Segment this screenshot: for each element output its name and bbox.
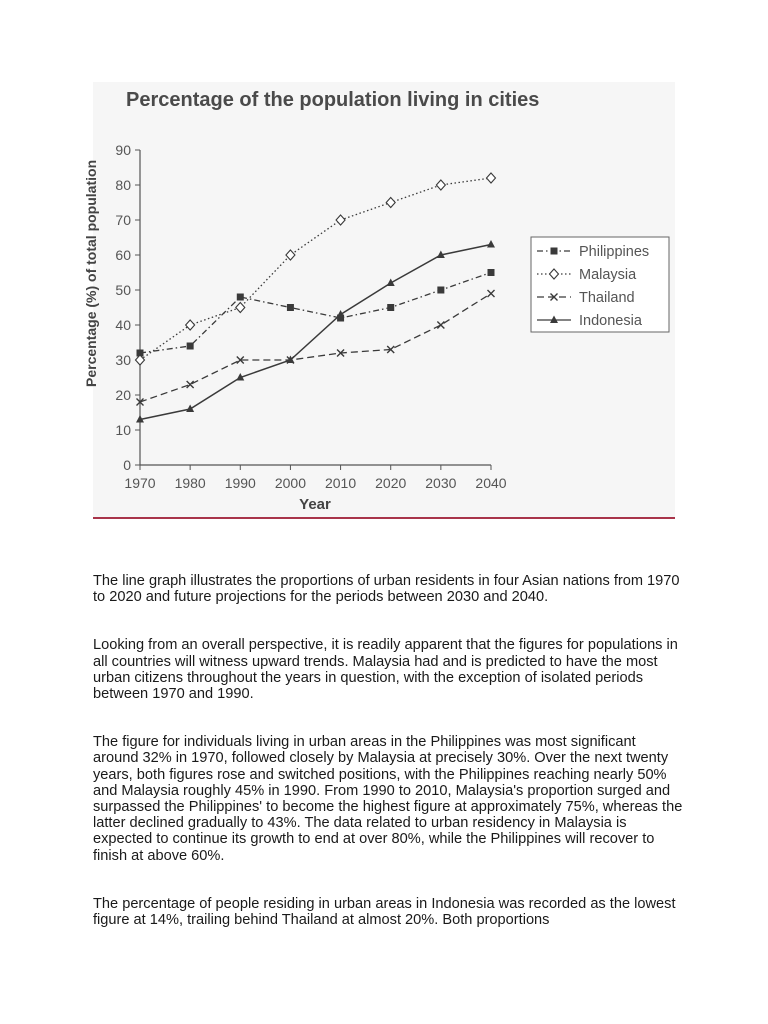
y-tick-label: 50 <box>115 282 131 298</box>
y-tick-label: 30 <box>115 352 131 368</box>
x-tick-label: 2040 <box>475 475 507 491</box>
series-philippines <box>137 269 495 357</box>
data-point-indonesia <box>186 405 194 413</box>
article-body <box>93 573 683 960</box>
series-line-indonesia <box>140 245 491 420</box>
chart-legend <box>531 237 669 332</box>
data-point-malaysia <box>487 173 496 183</box>
data-point-indonesia <box>337 310 345 318</box>
chart-axes <box>115 142 506 491</box>
data-point-philippines <box>437 287 444 294</box>
article-paragraph-detail-1: The figure for individuals living in urban areas in the Philippines was most significant around 32% in 1970, followed closely by Malaysia at precisely 30%. Over the next twenty years, both figures rose and switched positions, with the Philippines reaching nearly 50% and Malaysia roughly 45% in 1990. From 1990 to 2010, Malaysia's proportion surged and surpassed the Philippines' to become the highest figure at approximately 75%, whereas the latter declined gradually to 43%. The data related to urban residency in Malaysia is expected to continue its growth to end at over 80%, while the Philippines will recover to finish at above 60%. <box>93 734 683 864</box>
x-tick-label: 2020 <box>375 475 407 491</box>
series-malaysia <box>136 173 496 365</box>
data-point-thailand <box>488 290 495 297</box>
data-point-malaysia <box>236 303 245 313</box>
data-point-malaysia <box>286 250 295 260</box>
series-line-philippines <box>140 273 491 354</box>
data-point-malaysia <box>186 320 195 330</box>
x-tick-label: 2030 <box>425 475 457 491</box>
x-axis-label: Year <box>299 496 331 513</box>
y-tick-label: 10 <box>115 422 131 438</box>
data-point-philippines <box>287 304 294 311</box>
line-chart <box>83 82 675 518</box>
data-point-malaysia <box>436 180 445 190</box>
y-axis-label: Percentage (%) of total population <box>83 159 99 387</box>
chart-series-lines <box>136 173 496 423</box>
x-tick-label: 2000 <box>274 475 307 491</box>
x-tick-label: 1980 <box>174 475 206 491</box>
x-tick-label: 2010 <box>324 475 357 491</box>
series-line-malaysia <box>140 178 491 360</box>
data-point-philippines <box>488 269 495 276</box>
y-tick-label: 90 <box>115 142 131 158</box>
chart-title: Percentage of the population living in cities <box>126 89 540 111</box>
line-chart-figure <box>83 82 675 518</box>
data-point-philippines <box>237 294 244 301</box>
legend-label-indonesia: Indonesia <box>579 313 642 329</box>
y-tick-label: 0 <box>123 457 131 473</box>
legend-label-thailand: Thailand <box>579 290 635 306</box>
data-point-indonesia <box>487 240 495 248</box>
data-point-malaysia <box>336 215 345 225</box>
data-point-thailand <box>437 322 444 329</box>
data-point-philippines <box>387 304 394 311</box>
series-indonesia <box>136 240 495 423</box>
legend-label-philippines: Philippines <box>579 244 650 260</box>
y-tick-label: 70 <box>115 212 131 228</box>
y-tick-label: 40 <box>115 317 131 333</box>
x-tick-label: 1990 <box>224 475 256 491</box>
y-tick-label: 20 <box>115 387 131 403</box>
data-point-malaysia <box>386 198 395 208</box>
x-tick-label: 1970 <box>124 475 156 491</box>
legend-marker-philippines <box>551 248 558 255</box>
article-paragraph-overview: Looking from an overall perspective, it is readily apparent that the figures for populations in all countries will witness upward trends. Malaysia had and is predicted to have the most urban citizens throughout the years in question, with the exception of isolated periods between 1970 and 1990. <box>93 637 678 703</box>
article-paragraph-detail-2: The percentage of people residing in urban areas in Indonesia was recorded as the lowest figure at 14%, trailing behind Thailand at almost 20%. Both proportions <box>93 895 676 929</box>
y-tick-label: 80 <box>115 177 131 193</box>
legend-label-malaysia: Malaysia <box>579 267 637 283</box>
figure-divider <box>93 517 675 519</box>
article-paragraph-intro: The line graph illustrates the proportions of urban residents in four Asian nations from 1970 to 2020 and future projections for the periods between 2030 and 2040. <box>93 573 680 606</box>
y-tick-label: 60 <box>115 247 131 263</box>
data-point-thailand <box>187 381 194 388</box>
data-point-philippines <box>187 343 194 350</box>
